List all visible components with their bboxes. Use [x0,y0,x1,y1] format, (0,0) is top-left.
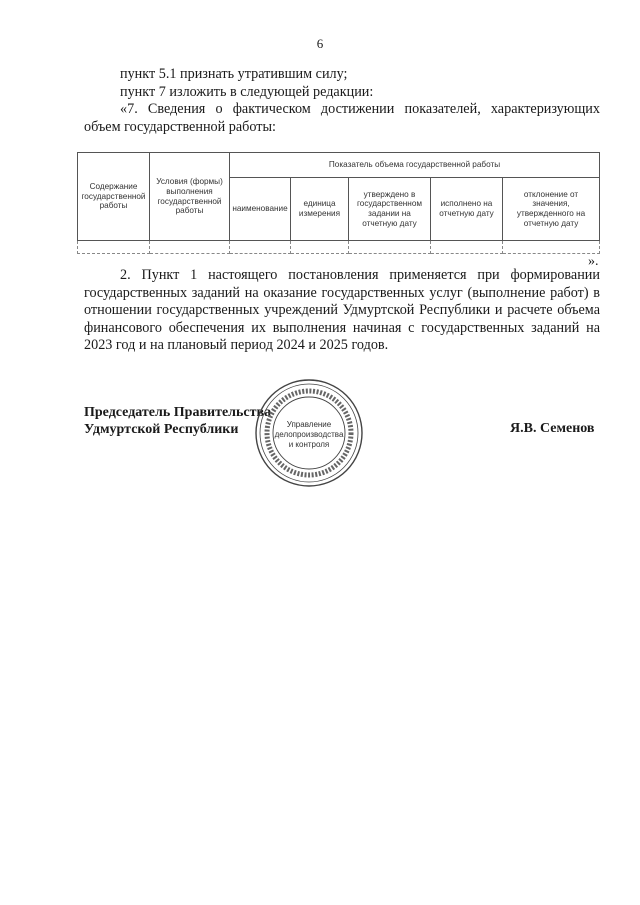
table-subheader-approved: утверждено в государственном задании на отчетную дату [349,178,431,241]
paragraph-7-quote: «7. Сведения о фактическом достижении показателей, характеризующих объем государственной работы: [84,101,600,135]
stamp-line-1: Управление [286,420,332,429]
closing-quote: ». [588,254,599,269]
table-header-content: Содержание государственной работы [78,153,150,241]
table-subheader-name: наименование [230,178,291,241]
signatory-name: Я.В. Семенов [510,421,595,436]
table-subheader-deviation: отклонение от значения, утвержденного на отчетную дату [503,178,600,241]
signatory-title-line-2: Удмуртской Республики [84,422,239,437]
stamp-line-3: и контроля [288,440,330,449]
table-header-volume-indicator: Показатель объема государственной работы [230,153,600,178]
paragraph-5-1: пункт 5.1 признать утратившим силу; [120,66,348,82]
work-volume-table [77,152,600,254]
page-number: 6 [316,36,324,51]
stamp-line-2: делопроизводства [274,430,344,439]
paragraph-7-intro: пункт 7 изложить в следующей редакции: [120,84,374,100]
signatory-title [84,404,271,438]
table-row [78,241,600,254]
signatory-title-line-1: Председатель Правительства [84,405,272,420]
table-header-conditions: Условия (формы) выполнения государственной работы [150,153,230,241]
paragraph-2: 2. Пункт 1 настоящего постановления применяется при формировании государственных заданий на оказание государственных услуг (выполнение работ) в отношении государственных учреждений Удмуртской Республики и расчете объема финансового обеспечения их выполнения начиная с государственных заданий на 2023 год и на плановый период 2024 и 2025 годов. [84,267,600,354]
table-subheader-executed: исполнено на отчетную дату [431,178,503,241]
official-stamp [254,378,364,488]
table-subheader-unit: единица измерения [291,178,349,241]
stamp-text [254,378,364,488]
